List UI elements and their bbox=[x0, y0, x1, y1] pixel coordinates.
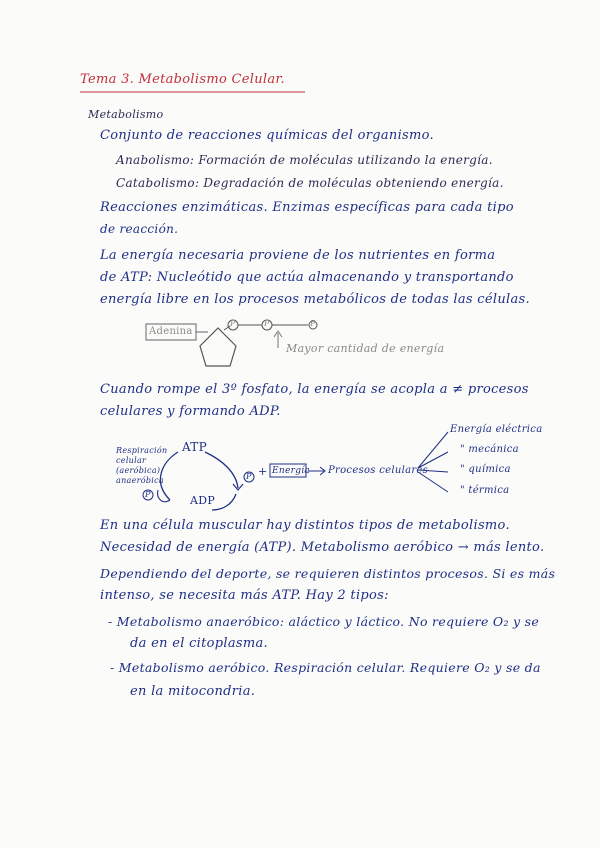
branch-label: " térmica bbox=[460, 485, 510, 496]
ribose-pentagon bbox=[200, 328, 236, 366]
text-line: En una célula muscular hay distintos tipos de metabolismo. bbox=[100, 518, 510, 533]
p-label: P bbox=[230, 319, 236, 328]
text-line: - Metabolismo anaeróbico: aláctico y láctico. No requiere O₂ y se bbox=[108, 614, 540, 629]
respiracion-label: Respiración bbox=[116, 446, 168, 455]
p-label: P bbox=[264, 319, 270, 328]
text-line: Reacciones enzimáticas. Enzimas específicas para cada tipo bbox=[100, 200, 514, 215]
respiracion-label: anaeróbica bbox=[116, 476, 164, 485]
text-line: Dependiendo del deporte, se requieren distintos procesos. Si es más bbox=[100, 566, 556, 581]
branch-label: " química bbox=[460, 464, 511, 475]
text-line: celulares y formando ADP. bbox=[100, 404, 281, 419]
adenina-label: Adenina bbox=[149, 326, 193, 337]
text-line: Anabolismo: Formación de moléculas utilizando la energía. bbox=[116, 153, 493, 167]
p-label: P bbox=[310, 319, 316, 328]
respiracion-label: celular bbox=[116, 456, 147, 465]
atp-label: ATP bbox=[182, 440, 207, 454]
text-line: Necesidad de energía (ATP). Metabolismo aeróbico → más lento. bbox=[100, 540, 545, 555]
energy-caption: Mayor cantidad de energía bbox=[286, 342, 445, 355]
text-line: energía libre en los procesos metabólicos de todas las células. bbox=[100, 292, 530, 307]
text-line: Cuando rompe el 3º fosfato, la energía se acopla a ≠ procesos bbox=[100, 382, 529, 397]
page-title: Tema 3. Metabolismo Celular. bbox=[80, 72, 285, 87]
text-line: intenso, se necesita más ATP. Hay 2 tipos: bbox=[100, 588, 389, 603]
text-line: de reacción. bbox=[100, 222, 179, 236]
text-line: de ATP: Nucleótido que actúa almacenando y transportando bbox=[100, 270, 514, 285]
adp-label: ADP bbox=[190, 494, 216, 507]
cycle-p-label: P bbox=[246, 472, 252, 481]
procesos-label: Procesos celulares bbox=[328, 465, 429, 476]
energia-label: Energía bbox=[272, 466, 311, 476]
text-line: da en el citoplasma. bbox=[130, 636, 268, 651]
respiracion-label: (aeróbica) bbox=[116, 466, 161, 475]
text-line: en la mitocondria. bbox=[130, 684, 256, 699]
section-heading: Metabolismo bbox=[88, 108, 164, 121]
text-line: Conjunto de reacciones químicas del organismo. bbox=[100, 128, 434, 143]
branch-label: " mecánica bbox=[460, 444, 519, 455]
text-line: - Metabolismo aeróbico. Respiración celular. Requiere O₂ y se da bbox=[110, 660, 541, 675]
cycle-right-arc bbox=[205, 452, 238, 488]
branch-1 bbox=[418, 432, 448, 468]
branch-label: Energía eléctrica bbox=[450, 424, 543, 435]
plus-sign: + bbox=[258, 465, 268, 478]
text-line: Catabolismo: Degradación de moléculas obteniendo energía. bbox=[116, 176, 504, 190]
cycle-p-label: P bbox=[145, 490, 151, 499]
text-line: La energía necesaria proviene de los nutrientes en forma bbox=[100, 248, 496, 263]
